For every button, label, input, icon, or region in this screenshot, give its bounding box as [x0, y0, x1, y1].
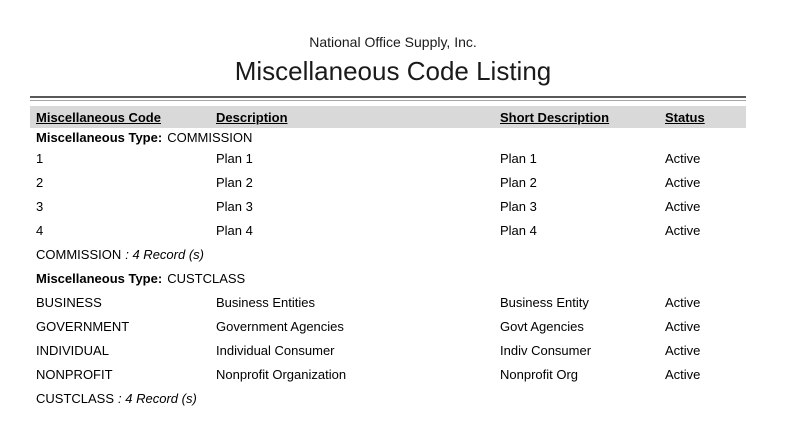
table-row: [30, 194, 746, 218]
cell-status: Active: [665, 366, 701, 382]
cell-description: Plan 2: [216, 174, 253, 190]
summary-record-count: : 4 Record (s): [118, 390, 197, 406]
cell-short-description: Plan 2: [500, 174, 537, 190]
cell-short-description: Plan 1: [500, 150, 537, 166]
cell-miscellaneous-code: 2: [36, 174, 44, 190]
table-header-row: [30, 106, 746, 128]
table-row: [30, 218, 746, 242]
cell-description: Nonprofit Organization: [216, 366, 347, 382]
misc-code-table: [30, 106, 746, 410]
cell-miscellaneous-code: 3: [36, 198, 44, 214]
group-type-value: CUSTCLASS: [167, 270, 246, 286]
cell-description: Business Entities: [216, 294, 315, 310]
header-divider: [30, 96, 746, 101]
column-header-label: Status: [665, 109, 705, 125]
table-row: [30, 146, 746, 170]
cell-status: Active: [665, 222, 701, 238]
cell-short-description: Nonprofit Org: [500, 366, 579, 382]
group-summary-commission: [30, 242, 746, 266]
group-type-label: Miscellaneous Type:: [36, 270, 163, 286]
cell-short-description: Business Entity: [500, 294, 589, 310]
group-header-commission: [30, 128, 746, 146]
cell-short-description: Plan 4: [500, 222, 537, 238]
divider-line-light: [30, 100, 746, 101]
cell-short-description: Govt Agencies: [500, 318, 584, 334]
cell-status: Active: [665, 342, 701, 358]
table-row: [30, 338, 746, 362]
cell-short-description: Plan 3: [500, 198, 537, 214]
cell-status: Active: [665, 174, 701, 190]
column-header-short-description: [500, 110, 665, 125]
cell-miscellaneous-code: GOVERNMENT: [36, 318, 130, 334]
cell-status: Active: [665, 198, 701, 214]
column-header-description: [216, 110, 500, 125]
cell-description: Plan 1: [216, 150, 253, 166]
column-header-miscellaneous-code: [30, 110, 216, 125]
cell-miscellaneous-code: NONPROFIT: [36, 366, 113, 382]
group-summary-custclass: [30, 386, 746, 410]
table-row: [30, 290, 746, 314]
summary-record-count: : 4 Record (s): [125, 246, 204, 262]
column-header-label: Miscellaneous Code: [36, 109, 161, 125]
cell-status: Active: [665, 150, 701, 166]
cell-miscellaneous-code: INDIVIDUAL: [36, 342, 109, 358]
page-title: Miscellaneous Code Listing: [234, 56, 552, 86]
group-type-label: Miscellaneous Type:: [36, 129, 163, 145]
cell-short-description: Indiv Consumer: [500, 342, 592, 358]
cell-description: Government Agencies: [216, 318, 344, 334]
cell-description: Plan 3: [216, 198, 253, 214]
cell-miscellaneous-code: 1: [36, 150, 44, 166]
cell-description: Individual Consumer: [216, 342, 335, 358]
column-header-status: [665, 110, 746, 125]
table-row: [30, 314, 746, 338]
table-row: [30, 362, 746, 386]
summary-group-name: CUSTCLASS: [36, 390, 115, 406]
cell-miscellaneous-code: BUSINESS: [36, 294, 102, 310]
column-header-label: Short Description: [500, 109, 610, 125]
group-header-custclass: [30, 266, 746, 290]
cell-miscellaneous-code: 4: [36, 222, 44, 238]
column-header-label: Description: [216, 109, 288, 125]
summary-group-name: COMMISSION: [36, 246, 122, 262]
company-name: National Office Supply, Inc.: [309, 34, 477, 50]
cell-description: Plan 4: [216, 222, 253, 238]
cell-status: Active: [665, 294, 701, 310]
cell-status: Active: [665, 318, 701, 334]
table-row: [30, 170, 746, 194]
group-type-value: COMMISSION: [167, 129, 253, 145]
